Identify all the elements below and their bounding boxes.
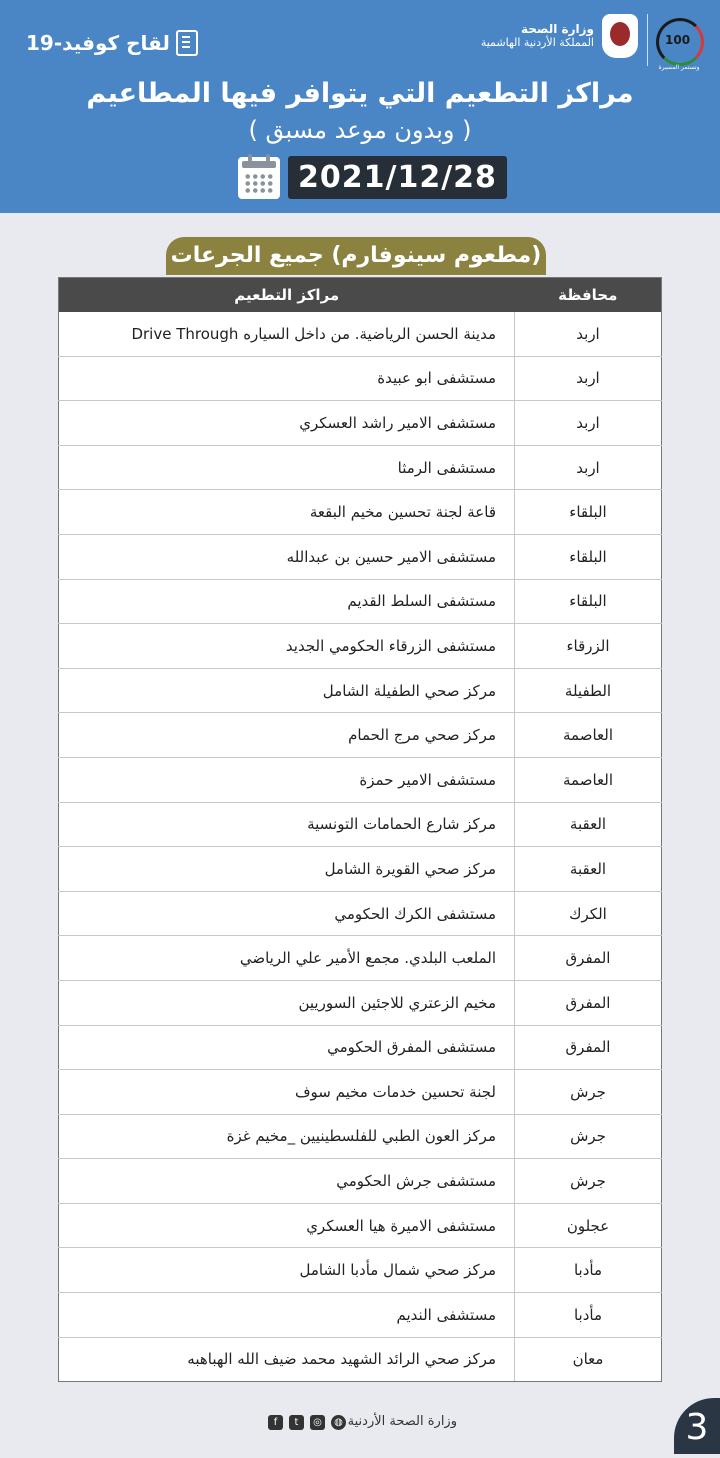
center-cell: مدينة الحسن الرياضية. من داخل السياره Drive Through	[59, 312, 515, 356]
header-banner	[0, 0, 720, 213]
center-cell: مركز صحي الطفيلة الشامل	[59, 668, 515, 713]
date-row	[238, 156, 507, 199]
twitter-icon[interactable]: t	[289, 1415, 304, 1430]
governorate-cell: اربد	[515, 401, 662, 446]
instagram-icon[interactable]: ◎	[310, 1415, 325, 1430]
center-cell: مركز صحي الرائد الشهيد محمد ضيف الله الهباهبه	[59, 1337, 515, 1382]
centenary-logo	[652, 12, 706, 70]
table-row	[59, 1203, 662, 1248]
center-cell: الملعب البلدي. مجمع الأمير علي الرياضي	[59, 936, 515, 981]
center-cell: مركز صحي شمال مأدبا الشامل	[59, 1248, 515, 1293]
center-cell: مستشفى الزرقاء الحكومي الجديد	[59, 624, 515, 669]
governorate-cell: الكرك	[515, 891, 662, 936]
governorate-cell: اربد	[515, 312, 662, 356]
centenary-number: 100	[665, 33, 691, 47]
page-number: 3	[674, 1398, 720, 1454]
table-row	[59, 445, 662, 490]
table-row	[59, 356, 662, 401]
table-header-row	[59, 278, 662, 313]
table-row	[59, 579, 662, 624]
table-row	[59, 312, 662, 356]
governorate-cell: المفرق	[515, 980, 662, 1025]
centenary-caption: وتستمر المسيرة	[658, 64, 700, 71]
center-cell: مركز صحي القويرة الشامل	[59, 847, 515, 892]
center-cell: مستشفى الامير راشد العسكري	[59, 401, 515, 446]
table-row	[59, 757, 662, 802]
kingdom-name: المملكة الأردنية الهاشمية	[480, 36, 594, 49]
footer-ministry-text: وزارة الصحة الأردنية	[347, 1414, 457, 1429]
governorate-cell: جرش	[515, 1114, 662, 1159]
center-cell: مستشفى الاميرة هيا العسكري	[59, 1203, 515, 1248]
table-row	[59, 802, 662, 847]
vaccine-type-tab: (مطعوم سينوفارم) جميع الجرعات	[166, 237, 546, 275]
table-row	[59, 401, 662, 446]
governorate-cell: جرش	[515, 1070, 662, 1115]
table-row	[59, 1293, 662, 1338]
center-cell: مستشفى الامير حسين بن عبدالله	[59, 534, 515, 579]
center-cell: مخيم الزعتري للاجئين السوريين	[59, 980, 515, 1025]
center-cell: مستشفى ابو عبيدة	[59, 356, 515, 401]
covid-label-text: لقاح كوفيد-19	[26, 31, 170, 55]
header-divider	[647, 14, 648, 66]
facebook-icon[interactable]: f	[268, 1415, 283, 1430]
governorate-cell: المفرق	[515, 1025, 662, 1070]
governorate-cell: العاصمة	[515, 713, 662, 758]
table-row	[59, 1248, 662, 1293]
governorate-cell: الزرقاء	[515, 624, 662, 669]
table-row	[59, 624, 662, 669]
center-cell: مركز العون الطبي للفلسطينيين _مخيم غزة	[59, 1114, 515, 1159]
ministry-logo-block	[481, 14, 638, 58]
table-row	[59, 936, 662, 981]
governorate-cell: اربد	[515, 356, 662, 401]
page-title: مراكز التطعيم التي يتوافر فيها المطاعيم	[86, 78, 634, 109]
governorate-cell: الطفيلة	[515, 668, 662, 713]
table-row	[59, 847, 662, 892]
vaccination-centers-table	[58, 277, 662, 1382]
governorate-cell: مأدبا	[515, 1293, 662, 1338]
center-cell: مستشفى جرش الحكومي	[59, 1159, 515, 1204]
governorate-cell: العقبة	[515, 847, 662, 892]
governorate-cell: اربد	[515, 445, 662, 490]
page-subtitle: ( وبدون موعد مسبق )	[248, 116, 472, 144]
covid-vaccine-label	[26, 30, 198, 56]
table-row	[59, 1114, 662, 1159]
governorate-cell: العقبة	[515, 802, 662, 847]
center-cell: مستشفى الامير حمزة	[59, 757, 515, 802]
table-row	[59, 713, 662, 758]
center-cell: مركز صحي مرج الحمام	[59, 713, 515, 758]
governorate-cell: جرش	[515, 1159, 662, 1204]
governorate-cell: البلقاء	[515, 534, 662, 579]
date-badge: 2021/12/28	[288, 156, 507, 199]
calendar-icon	[238, 157, 280, 199]
center-cell: مركز شارع الحمامات التونسية	[59, 802, 515, 847]
column-header-governorate: محافظة	[515, 278, 662, 313]
table-row	[59, 534, 662, 579]
column-header-center: مراكز التطعيم	[59, 278, 515, 313]
governorate-cell: البلقاء	[515, 579, 662, 624]
table-row	[59, 1070, 662, 1115]
table-row	[59, 1025, 662, 1070]
table-row	[59, 668, 662, 713]
center-cell: لجنة تحسين خدمات مخيم سوف	[59, 1070, 515, 1115]
center-cell: مستشفى السلط القديم	[59, 579, 515, 624]
center-cell: مستشفى المفرق الحكومي	[59, 1025, 515, 1070]
jordan-emblem-icon	[602, 14, 638, 58]
center-cell: مستشفى الرمثا	[59, 445, 515, 490]
table-row	[59, 1337, 662, 1382]
governorate-cell: عجلون	[515, 1203, 662, 1248]
globe-icon[interactable]: ◍	[331, 1415, 346, 1430]
ministry-name: وزارة الصحة	[520, 22, 594, 36]
governorate-cell: العاصمة	[515, 757, 662, 802]
footer	[0, 1410, 720, 1440]
center-cell: مستشفى الكرك الحكومي	[59, 891, 515, 936]
governorate-cell: البلقاء	[515, 490, 662, 535]
governorate-cell: المفرق	[515, 936, 662, 981]
center-cell: مستشفى النديم	[59, 1293, 515, 1338]
table-row	[59, 490, 662, 535]
center-cell: قاعة لجنة تحسين مخيم البقعة	[59, 490, 515, 535]
table-row	[59, 1159, 662, 1204]
governorate-cell: مأدبا	[515, 1248, 662, 1293]
governorate-cell: معان	[515, 1337, 662, 1382]
table-row	[59, 980, 662, 1025]
social-icons	[268, 1415, 346, 1430]
clipboard-icon	[176, 30, 198, 56]
table-row	[59, 891, 662, 936]
